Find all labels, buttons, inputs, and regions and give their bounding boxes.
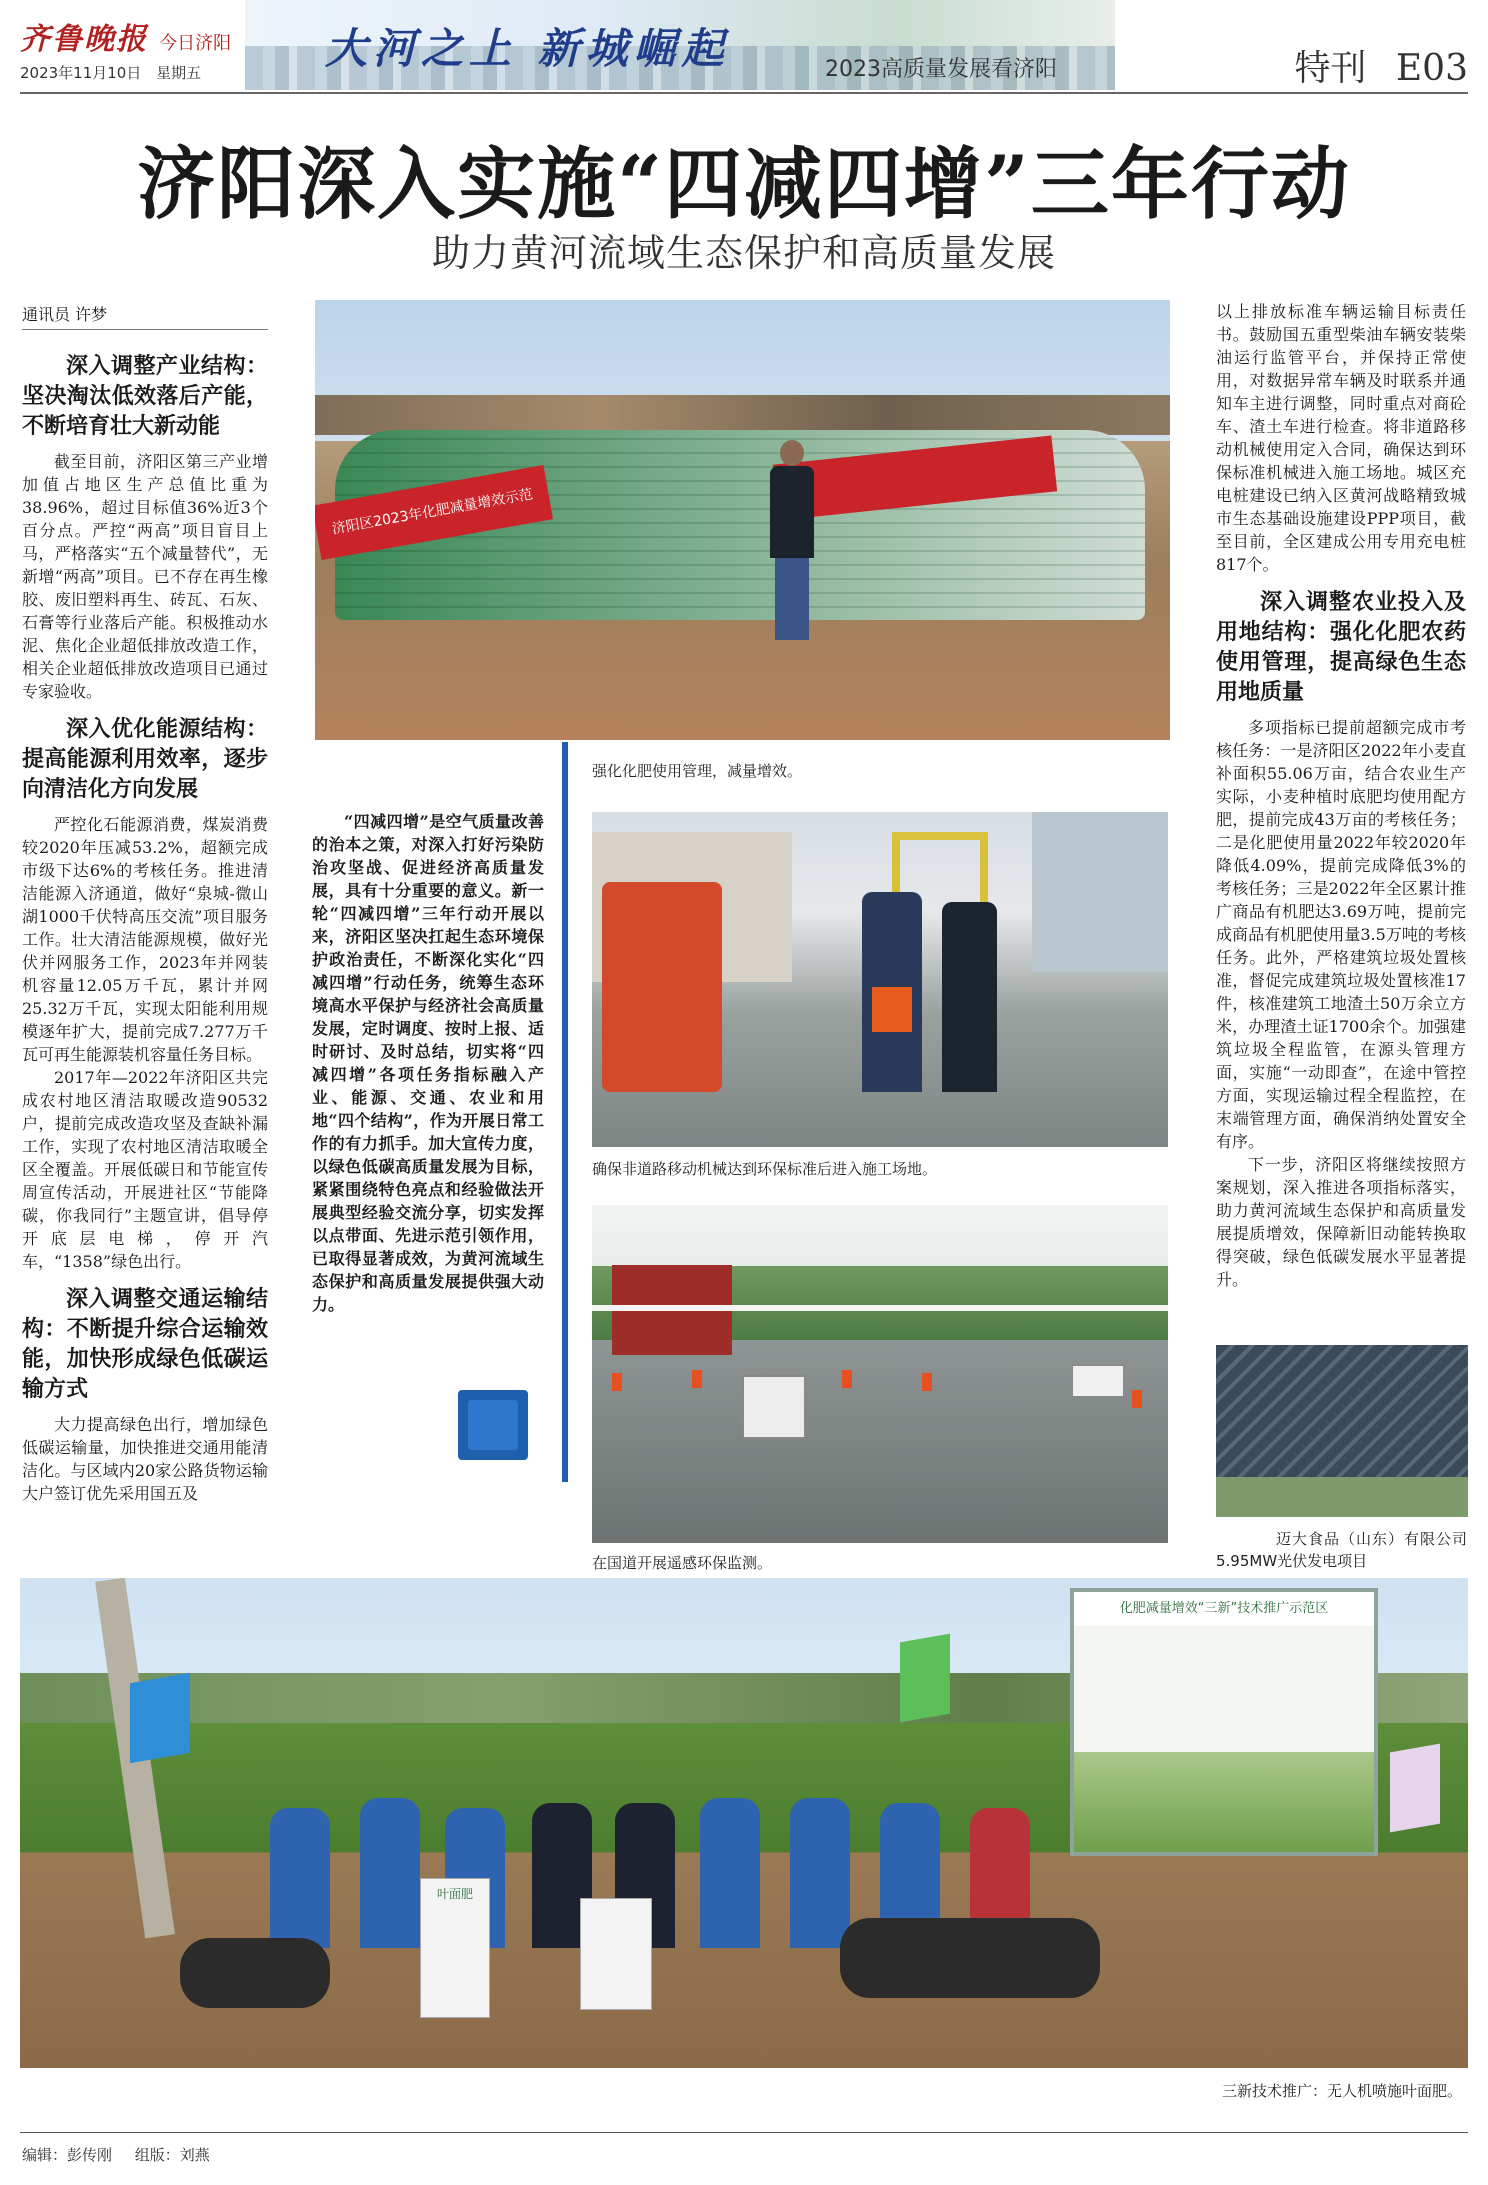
edition-name: 今日济阳	[159, 33, 232, 54]
cone	[922, 1373, 932, 1391]
section-tag	[1294, 40, 1468, 91]
photo-fertilizer-bags	[315, 300, 1170, 740]
photo-road-monitoring	[592, 1205, 1168, 1543]
test-device	[872, 987, 912, 1032]
caption-solar-2: 5.95MW光伏发电项目	[1216, 1552, 1368, 1570]
masthead-logo	[20, 14, 231, 58]
date-line	[20, 62, 201, 83]
footer-rule	[20, 2132, 1468, 2133]
paragraph: 2017年—2022年济阳区共完成农村地区清洁取暖改造90532户，提前完成改造攻坚及查缺补漏工作，实现了农村地区清洁取暖全区全覆盖。开展低碳日和节能宣传周宣传活动，开展进社区“节能降碳，你我同行”主题宣讲，倡导停开底层电梯，停开汽车，“1358”绿色出行。	[22, 1068, 268, 1271]
ground-strip	[1216, 1477, 1468, 1517]
edition-banner	[245, 0, 1115, 90]
section-heading: 深入调整农业投入及用地结构：强化化肥农药使用管理，提高绿色生态用地质量	[1216, 590, 1466, 705]
fertilizer-bucket-stack	[580, 1898, 652, 2010]
layout-credit: 组版：刘燕	[134, 2146, 210, 2164]
page-headline: 济阳深入实施“四减四增”三年行动	[137, 139, 1351, 230]
section-name: 特刊	[1294, 48, 1367, 89]
footer	[22, 2144, 210, 2165]
banner-subtitle: 2023高质量发展看济阳	[825, 57, 1057, 82]
right-article-column	[1216, 300, 1466, 1291]
paragraph: “四减四增”是空气质量改善的治本之策，对深入打好污染防治攻坚战、促进经济高质量发展，具有十分重要的意义。新一轮“四减四增”三年行动开展以来，济阳区坚决扛起生态环境保护政治责任，不断深化实化“四减四增”行动任务，统筹生态环境高水平保护与经济社会高质量发展，定时调度、按时上报、适时研讨、及时总结，切实将“四减四增”各项任务指标融入产业、能源、交通、农业和用地“四个结构”，作为开展日常工作的有力抓手。加大宣传力度，以绿色低碳高质量发展为目标，紧紧围绕特色亮点和经验做法开展典型经验交流分享，切实发挥以点带面、先进示范引领作用，已取得显著成效，为黄河流域生态保护和高质量发展提供强大动力。	[312, 812, 544, 1314]
info-board-title: 化肥减量增效“三新”技术推广示范区	[1074, 1592, 1374, 1626]
cone	[692, 1370, 702, 1388]
staff-group	[270, 1778, 1050, 1938]
paragraph: 多项指标已提前超额完成市考核任务：一是济阳区2022年小麦直补面积55.06万亩，结合农业生产实际，小麦种植时底肥均使用配方肥，提前完成43万亩的考核任务；二是化肥使用量2022年较2020年降低4.09%，提前完成降低3%的考核任务；三是2022年全区累计推广商品有机肥达3.69万吨，提前完成商品有机肥使用量3.5万吨的考核任务。此外，严格建筑垃圾处置核准，督促完成建筑垃圾处置核准17件，核准建筑工地渣土50万余立方米，办理渣土证1700余个。加强建筑垃圾全程监管，在源头管理方面，实施“一动即查”，在途中管控方面，实现运输过程全程监控，在末端管理方面，确保消纳处置安全有序。	[1216, 718, 1466, 1151]
warehouse-roofs	[315, 395, 1170, 435]
caption-road-monitoring: 在国道开展遥感环保监测。	[592, 1554, 773, 1572]
editor-credit: 编辑：彭传刚	[22, 2146, 113, 2164]
page-subheadline: 助力黄河流域生态保护和高质量发展	[431, 231, 1056, 275]
flag	[900, 1634, 950, 1723]
photo-solar-roof	[1216, 1345, 1468, 1517]
person-standing	[770, 440, 814, 640]
caption-solar-1: 迈大食品（山东）有限公司	[1275, 1530, 1468, 1548]
caption-forklift: 确保非道路移动机械达到环保标准后进入施工场地。	[592, 1160, 938, 1178]
red-forklift	[602, 882, 722, 1092]
section-heading: 深入调整产业结构：坚决淘汰低效落后产能，不断培育壮大新动能	[22, 354, 268, 439]
caption-drone: 三新技术推广：无人机喷施叶面肥。	[1221, 2082, 1462, 2100]
monitoring-device	[742, 1375, 806, 1439]
drone-left	[180, 1938, 330, 2008]
middle-article-column	[312, 810, 544, 1316]
flag	[1390, 1744, 1440, 1833]
fertilizer-box-stack: 叶面肥	[420, 1878, 490, 2018]
drone-right	[840, 1918, 1100, 1998]
paragraph: 截至目前，济阳区第三产业增加值占地区生产总值比重为38.96%，超过目标值36%近3个百分点。严控“两高”项目盲目上马，严格落实“五个减量替代”，无新增“两高”项目。已不存在再生橡胶、废旧塑料再生、砖瓦、石灰、石膏等行业落后产能。积极推动水泥、焦化企业超低排放改造工作，相关企业超低排放改造项目已通过专家验收。	[22, 452, 268, 701]
page-number: E03	[1395, 48, 1468, 89]
paragraph: 下一步，济阳区将继续按照方案规划，深入推进各项指标落实，助力黄河流域生态保护和高质量发展提质增效，保障新旧动能转换取得突破，绿色低碳发展水平显著提升。	[1216, 1155, 1466, 1289]
paragraph: 以上排放标准车辆运输目标责任书。鼓励国五重型柴油车辆安装柴油运行监管平台，并保持正常使用，对数据异常车辆及时联系并通知车主进行调整，同时重点对商砼车、渣土车进行检查。将非道路移动机械使用定入合同，确保达到环保标准机械进入施工场地。城区充电桩建设已纳入区黄河战略精致城市生态基础设施建设PPP项目，截至目前，全区建成公用专用充电桩817个。	[1216, 302, 1466, 574]
cone	[1132, 1390, 1142, 1408]
paragraph: 大力提高绿色出行，增加绿色低碳运输量，加快推进交通用能清洁化。与区域内20家公路货物运输大户签订优先采用国五及	[22, 1415, 268, 1503]
cone	[842, 1370, 852, 1388]
banner-title: 大河之上 新城崛起	[325, 24, 730, 73]
masthead-rule	[20, 92, 1468, 94]
paragraph: 严控化石能源消费，煤炭消费较2020年压减53.2%，超额完成市级下达6%的考核任务。推进清洁能源入济通道，做好“泉城-微山湖1000千伏特高压交流”项目服务工作。壮大清洁能源规模，做好光伏并网服务工作，2023年并网装机容量12.05万千瓦，累计并网25.32万千瓦，实现太阳能利用规模逐年扩大，提前完成7.277万千瓦可再生能源装机容量任务目标。	[22, 815, 268, 1064]
photo-drone-spraying	[20, 1578, 1468, 2068]
info-board	[1070, 1588, 1378, 1856]
issue-date: 2023年11月10日	[20, 64, 142, 82]
byline: 通讯员 许梦	[22, 302, 268, 330]
photo-forklift-inspection	[592, 812, 1168, 1147]
left-article-column	[22, 352, 268, 1505]
accent-blue-square-inner	[468, 1400, 518, 1450]
section-heading: 深入调整交通运输结构：不断提升综合运输效能，加快形成绿色低碳运输方式	[22, 1287, 268, 1402]
accent-vertical-bar	[562, 742, 568, 1482]
road-marking	[592, 1305, 1168, 1311]
newspaper-logo: 齐鲁晚报	[20, 22, 148, 57]
caption-fertilizer: 强化化肥使用管理，减量增效。	[592, 762, 803, 780]
issue-weekday: 星期五	[156, 64, 202, 82]
red-banner: 济阳区2023年化肥减量增效示范	[315, 465, 553, 560]
info-board-wheat-image	[1074, 1752, 1374, 1852]
flag	[130, 1673, 190, 1764]
section-heading: 深入优化能源结构：提高能源利用效率，逐步向清洁化方向发展	[22, 717, 268, 802]
cone	[612, 1373, 622, 1391]
building-right	[1032, 812, 1168, 972]
sensor-box	[1072, 1365, 1124, 1397]
inspector-2	[942, 902, 997, 1092]
